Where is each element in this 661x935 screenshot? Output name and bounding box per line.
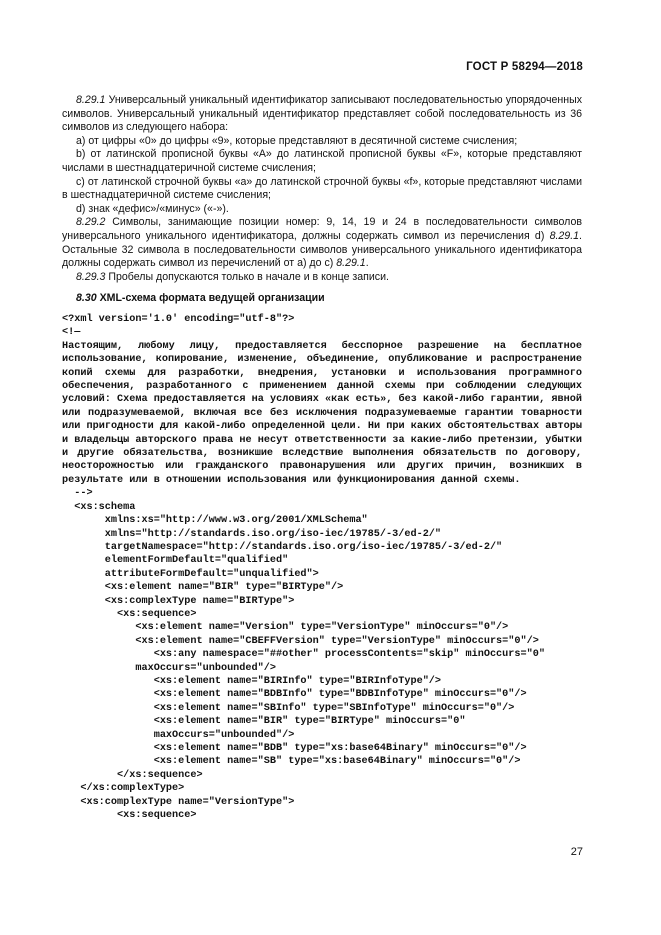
code-line: <xs:schema — [62, 501, 136, 513]
paragraph-text: Универсальный уникальный идентификатор записывают последовательностью упорядоченных символов. Универсальный уникальный идентификатор представляет собой последовательность из 36 символов из следующего набора: — [62, 94, 582, 134]
code-line: targetNamespace="http://standards.iso.org/iso-iec/19785/-3/ed-2/" — [62, 541, 503, 553]
code-line: maxOccurs="unbounded"/> — [62, 729, 295, 741]
code-line: <xs:element name="BIR" type="BIRType"/> — [62, 582, 344, 594]
clause-number: 8.29.2 — [76, 216, 106, 229]
code-line: <xs:element name="BIRInfo" type="BIRInfoType"/> — [62, 675, 442, 687]
section-heading-8-30 — [62, 292, 582, 306]
clause-reference: 8.29.1 — [549, 229, 580, 242]
list-item-d: d) знак «дефис»/«минус» («-»). — [76, 202, 229, 215]
code-line: <?xml version='1.0' encoding="utf-8"?> — [62, 314, 295, 325]
list-item-b: b) от латинской прописной буквы «А» до латинской прописной буквы «F», которые представляют числами в шестнадцатеричной системе счисления; — [62, 148, 582, 174]
paragraph-text: Символы, занимающие позиции номер: 9, 14, 19 и 24 в последовательности символов универсального уникального идентификатора, должны содержать символ из перечисления d) — [62, 216, 582, 242]
clause-number: 8.29.1 — [76, 94, 106, 106]
code-line: <!— — [62, 327, 81, 339]
paragraph-text: . Остальные 32 символа в последовательности символов универсального уникального идентификатора должны содержать символ из перечислений от а) до с) — [62, 229, 582, 270]
code-line: </xs:complexType> — [62, 783, 185, 795]
code-line: <xs:any namespace="##other" processContents="skip" minOccurs="0" — [62, 649, 545, 661]
body-text — [62, 94, 582, 314]
list-item-a: а) от цифры «0» до цифры «9», которые представляют в десятичной системе счисления; — [76, 134, 518, 147]
xml-code-block — [62, 313, 584, 822]
code-line: elementFormDefault="qualified" — [62, 555, 289, 567]
paragraph-8-29-1 — [62, 94, 582, 135]
code-line: <xs:complexType name="BIRType"> — [62, 595, 295, 607]
clause-number: 8.29.3 — [76, 270, 106, 283]
document-header: ГОСТ Р 58294—2018 — [466, 61, 583, 73]
paragraph-8-29-2 — [62, 216, 582, 270]
code-line: <xs:element name="BDBInfo" type="BDBInfoType" minOccurs="0"/> — [62, 689, 527, 701]
code-comment: Настоящим, любому лицу, предоставляется бесспорное разрешение на бесплатное использование, копирование, изменение, объединение, опубликование и распространение копий схемы для разработки, внедрения, установки и использования программного обеспечения, разработанного с применением данной схемы при соблюдении следующих условий: Схема предоставляется на условиях «как есть», без какой-либо гарантии, явной или подразумеваемой, включая все без исключения подразумеваемые гарантии товарности или пригодности для какой-либо определенной цели. Ни при каких обстоятельствах авторы и владельцы авторского права не несут ответственности за какие-либо претензии, убытки и другие обязательства, возникшие вследствие выполнения обязательств по договору, неосторожностью или гражданского правонарушения или других причин, возникших в результате или в отношении использования или функционирования данной схемы. — [62, 340, 582, 486]
code-line: <xs:sequence> — [62, 810, 197, 822]
paragraph-8-29-3 — [62, 271, 582, 285]
code-line: xmlns="http://standards.iso.org/iso-iec/19785/-3/ed-2/" — [62, 528, 442, 540]
code-line: <xs:element name="BDB" type="xs:base64Binary" minOccurs="0"/> — [62, 743, 527, 754]
code-line: <xs:element name="Version" type="VersionType" minOccurs="0"/> — [62, 622, 509, 634]
code-line: <xs:element name="BIR" type="BIRType" minOccurs="0" — [62, 716, 466, 728]
code-line: xmlns:xs="http://www.w3.org/2001/XMLSchema" — [62, 515, 368, 527]
paragraph-text: Пробелы допускаются только в начале и в конце записи. — [105, 270, 389, 283]
code-line: <xs:complexType name="VersionType"> — [62, 796, 295, 808]
code-line: --> — [62, 488, 93, 500]
clause-reference: 8.29.1 — [336, 257, 366, 270]
list-item-c: с) от латинской строчной буквы «а» до латинской строчной буквы «f», которые представляют числами в шестнадцатеричной системе счисления; — [62, 175, 582, 202]
section-number: 8.30 — [76, 292, 97, 305]
page-number: 27 — [570, 846, 583, 858]
code-line: </xs:sequence> — [62, 769, 203, 781]
code-line: <xs:sequence> — [62, 608, 197, 620]
code-line: maxOccurs="unbounded"/> — [62, 662, 276, 674]
code-line: <xs:element name="CBEFFVersion" type="VersionType" minOccurs="0"/> — [62, 635, 539, 647]
paragraph-text: . — [365, 257, 369, 270]
code-line: attributeFormDefault="unqualified"> — [62, 568, 319, 580]
section-title: XML-схема формата ведущей организации — [96, 292, 325, 305]
code-line: <xs:element name="SB" type="xs:base64Binary" minOccurs="0"/> — [62, 756, 521, 768]
code-line: <xs:element name="SBInfo" type="SBInfoType" minOccurs="0"/> — [62, 702, 515, 714]
